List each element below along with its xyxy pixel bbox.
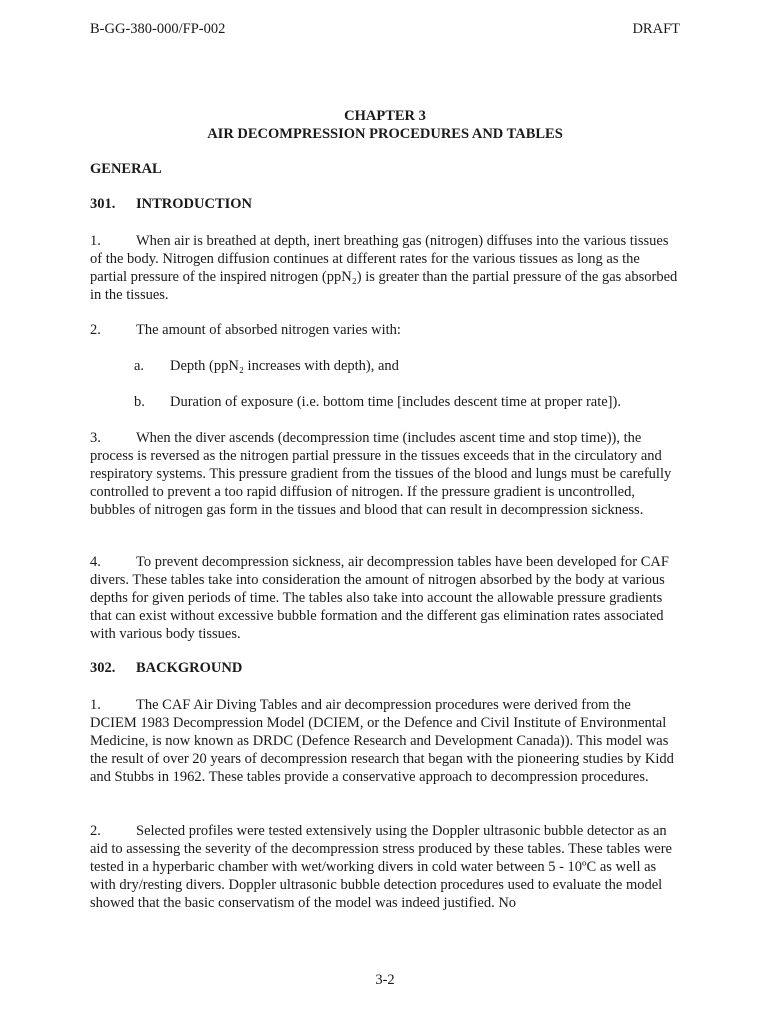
draft-label: DRAFT	[632, 21, 680, 37]
general-heading: GENERAL	[90, 161, 162, 177]
paragraph-text: When air is breathed at depth, inert breathing gas (nitrogen) diffuses into the various tissues of the body. Nitrogen diffusion continues at different rates for the various tissues as long as the partial pressure of the inspired nitrogen (ppN₂) is greater than the partial pressure of the gas absorbed in the tissues.	[90, 233, 678, 303]
section-301-title: INTRODUCTION	[136, 196, 253, 212]
section-301-heading	[90, 196, 252, 213]
paragraph-text: The amount of absorbed nitrogen varies with:	[136, 322, 401, 338]
intro-subitem-a	[134, 357, 399, 375]
paragraph-text: The CAF Air Diving Tables and air decompression procedures were derived from the DCIEM 1983 Decompression Model (DCIEM, or the Defence and Civil Institute of Environmental Medicine, is now known as DRDC (Defence Research and Development Canada)). This model was the result of over 20 years of decompression research that began with the pioneering studies by Kidd and Stubbs in 1962. These tables provide a conservative approach to decompression procedures.	[90, 697, 674, 785]
background-paragraph-2	[90, 822, 680, 912]
chapter-title: AIR DECOMPRESSION PROCEDURES AND TABLES	[207, 126, 563, 142]
subitem-text: Duration of exposure (i.e. bottom time [includes descent time at proper rate]).	[170, 394, 621, 410]
page-number: 3-2	[375, 972, 395, 988]
paragraph-text: To prevent decompression sickness, air decompression tables have been developed for CAF divers. These tables take into consideration the amount of nitrogen absorbed by the body at various depths for given periods of time. The tables also take into account the allowable pressure gradients that can exist without excessive bubble formation and the different gas elimination rates associated with various body tissues.	[90, 554, 669, 642]
chapter-number: CHAPTER 3	[344, 108, 426, 124]
section-301-number: 301.	[90, 196, 116, 212]
section-302-heading	[90, 660, 242, 677]
subitem-letter: b.	[134, 394, 145, 410]
section-302-title: BACKGROUND	[136, 660, 243, 676]
intro-subitem-b	[134, 393, 621, 411]
paragraph-number: 3.	[90, 430, 101, 446]
paragraph-number: 1.	[90, 233, 101, 249]
paragraph-number: 1.	[90, 697, 101, 713]
page-header	[90, 21, 680, 41]
document-page	[90, 0, 680, 1024]
intro-paragraph-1	[90, 232, 680, 304]
intro-paragraph-4	[90, 553, 680, 643]
intro-paragraph-3	[90, 429, 680, 519]
paragraph-number: 4.	[90, 554, 101, 570]
paragraph-text: When the diver ascends (decompression time (includes ascent time and stop time)), the process is reversed as the nitrogen partial pressure in the tissues exceeds that in the circulatory and respiratory systems. This pressure gradient from the tissues of the blood and lungs must be carefully controlled to prevent a too rapid diffusion of nitrogen. If the pressure gradient is uncontrolled, bubbles of nitrogen gas form in the tissues and blood that can result in decompression sickness.	[90, 430, 672, 518]
chapter-heading	[90, 107, 680, 143]
section-302-number: 302.	[90, 660, 116, 676]
intro-paragraph-2	[90, 321, 680, 339]
background-paragraph-1	[90, 696, 680, 786]
subitem-letter: a.	[134, 358, 145, 374]
paragraph-number: 2.	[90, 823, 101, 839]
paragraph-text: Selected profiles were tested extensively using the Doppler ultrasonic bubble detector as an aid to assessing the severity of the decompression stress produced by these tables. These tables were tested in a hyperbaric chamber with wet/working divers in cold water between 5 - 10ºC as well as with dry/resting divers. Doppler ultrasonic bubble detection procedures used to evaluate the model showed that the basic conservatism of the model was indeed justified. No	[90, 823, 672, 911]
document-id: B-GG-380-000/FP-002	[90, 21, 226, 37]
paragraph-number: 2.	[90, 322, 101, 338]
subitem-text: Depth (ppN₂ increases with depth), and	[170, 358, 399, 374]
